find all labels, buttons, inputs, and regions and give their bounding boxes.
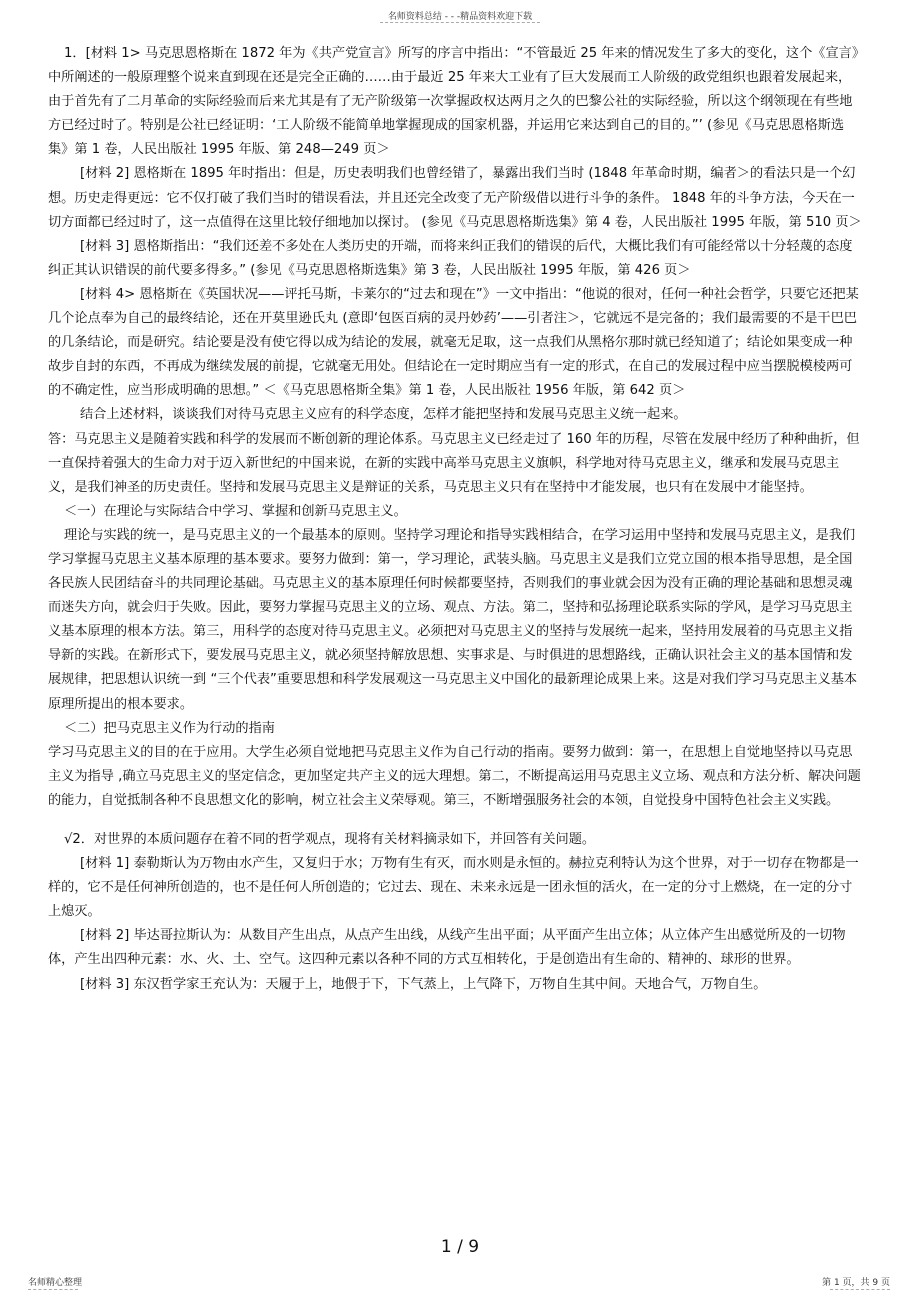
footer-right: 第 1 页，共 9 页 <box>822 1278 890 1288</box>
footer-divider-right <box>830 1289 890 1290</box>
question-1-material-1: 1．[材料 1> 马克思恩格斯在 1872 年为《共产党宣言》所写的序言中指出：“不管最近 25 年来的情况发生了多大的变化，这个《宣言》中所阐述的一般原理整个说来直到现在还是完全正确的……由于最近 25 年来大工业有了巨大发展而工人阶级的政党组织也跟着发展起来，由于首先有了二月革命的实际经验而后来尤其是有了无产阶级第一次掌握政权达两月之久的巴黎公社的实际经验，所以这个纲领现在有些地方已经过时了。特别是公社已经证明：‘工人阶级不能简单地掌握现成的国家机器，并运用它来达到自己的目的。”’ (参见《马克思恩格斯选集》第 1 卷，人民出版社 1995 年版、第 248—249 页＞ <box>48 46 859 158</box>
page-number: 1 / 9 <box>440 1237 480 1257</box>
question-1-material-2: [材料 2] 恩格斯在 1895 年时指出：但是，历史表明我们也曾经错了，暴露出我们当时 (1848 年革命时期，编者＞的看法只是一个幻想。历史走得更远：它不仅打破了我们当时的错误看法，并且还完全改变了无产阶级借以进行斗争的条件。 1848 年的斗争方法，今天在一切方面都已经过时了，这一点值得在这里比较仔细地加以探讨。 (参见《马克思恩格斯选集》第 4 卷，人民出版社 1995 年版，第 510 页＞ <box>48 166 862 230</box>
question-1-material-3: [材料 3] 恩格斯指出：“我们还差不多处在人类历史的开端，而将来纠正我们的错误的后代，大概比我们有可能经常以十分轻蔑的态度纠正其认识错误的前代要多得多。” (参见《马克思恩格斯选集》第 3 卷，人民出版社 1995 年版，第 426 页＞ <box>48 238 853 278</box>
question-2-prompt: √2．对世界的本质问题存在着不同的哲学观点，现将有关材料摘录如下，并回答有关问题。 <box>64 832 596 847</box>
question-1-material-4: [材料 4> 恩格斯在《英国状况——评托马斯，卡莱尔的“过去和现在”》一文中指出：“他说的很对，任何一种社会哲学，只要它还把某几个论点奉为自己的最终结论，还在开莫里逊氏丸 (意即‘包医百病的灵丹妙药’——引者注＞，它就远不是完备的；我们最需要的不是干巴巴的几条结论，而是研究。结论要是没有使它得以成为结论的发展，就毫无足取，这一点我们从黑格尔那时就已经知道了；结论如果变成一种故步自封的东西，不再成为继续发展的前提，它就毫无用处。但结论在一定时期应当有一定的形式，在自己的发展过程中应当摆脱模棱两可的不确定性，应当形成明确的思想。” ＜《马克思恩格斯全集》第 1 卷，人民出版社 1956 年版，第 642 页＞ <box>48 286 859 399</box>
question-2-material-3: [材料 3] 东汉哲学家王充认为：天履于上，地偎于下，下气蒸上，上气降下，万物自生其中间。天地合气，万物自生。 <box>80 976 767 992</box>
section-heading-2: ＜二）把马克思主义作为行动的指南 <box>64 720 275 736</box>
footer-divider-left <box>28 1289 78 1290</box>
question-2-material-2: [材料 2] 毕达哥拉斯认为：从数目产生出点，从点产生出线，从线产生出平面；从平面产生出立体；从立体产生出感觉所及的一切物体，产生出四种元素：水、火、土、空气。这四种元素以各种不同的方式互相转化，于是创造出有生命的、精神的、球形的世界。 <box>48 928 846 968</box>
answer-intro: 答：马克思主义是随着实践和科学的发展而不断创新的理论体系。马克思主义已经走过了 160 年的历程，尽管在发展中经历了种种曲折，但一直保持着强大的生命力对于迈入新世纪的中国来说，在新的实践中高举马克思主义旗帜，科学地对待马克思主义，继承和发展马克思主义，是我们神圣的历史责任。坚持和发展马克思主义是辩证的关系，马克思主义只有在坚持中才能发展，也只有在发展中才能坚持。 <box>48 431 860 495</box>
question-2-material-1: [材料 1] 泰勒斯认为万物由水产生，又复归于水；万物有生有灭，而水则是永恒的。赫拉克利特认为这个世界，对于一切存在物都是一样的，它不是任何神所创造的，也不是任何人所创造的；它过去、现在、未来永远是一团永恒的活火，在一定的分寸上燃烧，在一定的分寸上熄灭。 <box>48 856 859 920</box>
section-1-body: 理论与实践的统一，是马克思主义的一个最基本的原则。坚持学习理论和指导实践相结合，在学习运用中坚持和发展马克思主义，是我们学习掌握马克思主义基本原理的基本要求。要努力做到：第一，学习理论，武装头脑。马克思主义是我们立党立国的根本指导思想，是全国各民族人民团结奋斗的共同理论基础。马克思主义的基本原理任何时候都要坚持，否则我们的事业就会因为没有正确的理论基础和思想灵魂而迷失方向，就会归于失败。因此，要努力掌握马克思主义的立场、观点、方法。第二，坚持和弘扬理论联系实际的学风，是学习马克思主义基本原理的根本方法。第三，用科学的态度对待马克思主义。必须把对马克思主义的坚持与发展统一起来，坚持用发展着的马克思主义指导新的实践。在新形式下，要发展马克思主义，就必须坚持解放思想、实事求是、与时俱进的思想路线，正确认识社会主义的基本国情和发展规律，把思想认识统一到 “三个代表”重要思想和科学发展观这一马克思主义中国化的最新理论成果上来。这是对我们学习马克思主义基本原理所提出的根本要求。 <box>48 527 858 712</box>
document-body <box>48 42 863 997</box>
question-1-prompt: 结合上述材料，谈谈我们对待马克思主义应有的科学态度，怎样才能把坚持和发展马克思主义统一起来。 <box>80 407 687 423</box>
footer-left: 名师精心整理 <box>28 1278 83 1288</box>
header-divider <box>380 22 540 23</box>
page-header: 名师资料总结 - - -精品资料欢迎下载 <box>387 12 533 22</box>
section-2-body: 学习马克思主义的目的在于应用。大学生必须自觉地把马克思主义作为自己行动的指南。要努力做到：第一，在思想上自觉地坚持以马克思主义为指导 ,确立马克思主义的坚定信念，更加坚定共产主义的远大理想。第二，不断提高运用马克思主义立场、观点和方法分析、解决问题的能力，自觉抵制各种不良思想文化的影响，树立社会主义荣辱观。第三，不断增强服务社会的本领，自觉投身中国特色社会主义实践。 <box>48 744 861 808</box>
section-heading-1: ＜一）在理论与实际结合中学习、掌握和创新马克思主义。 <box>64 503 407 519</box>
